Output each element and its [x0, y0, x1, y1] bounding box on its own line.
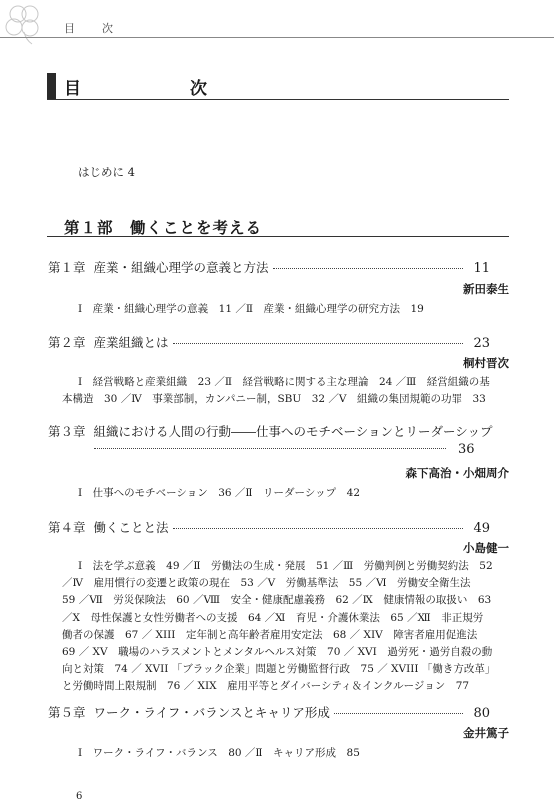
section-list: [62, 374, 514, 408]
toc-entry-chapter-3[interactable]: [48, 422, 518, 440]
leader-dots: [334, 713, 464, 714]
section-line: 69 ／ XV 職場のハラスメントとメンタルヘルス対策 70 ／ XVI 過労死・過労自殺の動: [62, 646, 493, 659]
chapter-page: 80: [473, 706, 490, 721]
leader-dots: [173, 528, 464, 529]
section-line: 働者の保護 67 ／ XIII 定年制と高年齢者雇用安定法 68 ／ XIV 障害者雇用促進法: [62, 628, 478, 641]
chapter-title: 組織における人間の行動――仕事へのモチベーションとリーダーシップ: [93, 424, 493, 439]
chapter-author: 森下高治・小畑周介: [405, 466, 509, 480]
chapter-title: 産業・組織心理学の意義と方法: [93, 260, 269, 275]
toc-entry-chapter-2[interactable]: [48, 333, 490, 351]
chapter-author: 新田泰生: [463, 282, 509, 296]
clover-ornament-icon: [2, 2, 46, 46]
section-line: と労働時間上限規制 76 ／ XIX 雇用平等とダイバーシティ＆インクルージョン 77: [62, 680, 470, 693]
section-line: ／Ⅳ 雇用慣行の変遷と政策の現在 53 ／Ⅴ 労働基準法 55 ／Ⅵ 労働安全衛生法: [62, 577, 471, 590]
title-rule: [47, 99, 509, 100]
chapter-page: 49: [473, 521, 490, 536]
chapter-author: 小島健一: [463, 541, 509, 555]
chapter-number: 第５章: [48, 705, 86, 720]
section-line: 向と対策 74 ／ XVII 「ブラック企業」問題と労働監督行政 75 ／ XVIII 「働き方改革」: [62, 663, 496, 676]
chapter-number: 第３章: [48, 424, 86, 439]
section-line: Ⅰ 法を学ぶ意義 49 ／Ⅱ 労働法の生成・発展 51 ／Ⅲ 労働判例と労働契約法 52: [78, 560, 493, 572]
section-list: Ⅰ ワーク・ライフ・バランス 80 ／Ⅱ キャリア形成 85: [78, 747, 360, 759]
toc-entry-chapter-4[interactable]: [48, 518, 490, 536]
section-line: ／Ⅹ 母性保護と女性労働者への支援 64 ／Ⅺ 育児・介護休業法 65 ／Ⅻ 非正規労: [62, 611, 484, 624]
chapter-page: 36: [458, 442, 475, 457]
chapter-title: 産業組織とは: [93, 335, 169, 350]
section-line: 本構造 30 ／Ⅳ 事業部制，カンパニー制，SBU 32 ／Ⅴ 組織の集団規範の功罪 33: [62, 393, 486, 406]
leader-dots: [173, 343, 464, 344]
part-heading: 第１部 働くことを考える: [64, 218, 263, 237]
part-rule: [47, 236, 509, 237]
page-number: 6: [76, 791, 83, 802]
section-list: Ⅰ 産業・組織心理学の意義 11 ／Ⅱ 産業・組織心理学の研究方法 19: [78, 303, 424, 315]
chapter-page: 23: [473, 336, 490, 351]
chapter-number: 第１章: [48, 260, 86, 275]
chapter-title: ワーク・ライフ・バランスとキャリア形成: [93, 705, 330, 720]
running-header: 目 次: [64, 22, 121, 35]
leader-dots: [273, 268, 464, 269]
chapter-title: 働くことと法: [93, 520, 169, 535]
header-rule: [0, 37, 554, 38]
chapter-author: 桐村晋次: [463, 356, 509, 370]
leader-dots: [94, 448, 446, 449]
chapter-page: 11: [473, 261, 490, 276]
section-list: Ⅰ 仕事へのモチベーション 36 ／Ⅱ リーダーシップ 42: [78, 487, 361, 499]
section-list: [62, 558, 514, 696]
toc-entry-intro[interactable]: はじめに 4: [78, 165, 135, 179]
chapter-author: 金井篤子: [463, 726, 509, 740]
chapter-number: 第４章: [48, 520, 86, 535]
section-line: 59 ／Ⅶ 労災保険法 60 ／Ⅷ 安全・健康配慮義務 62 ／Ⅸ 健康情報の取扱い 63: [62, 594, 492, 607]
toc-entry-chapter-1[interactable]: [48, 258, 490, 276]
title-marker: [47, 73, 56, 99]
section-line: Ⅰ 経営戦略と産業組織 23 ／Ⅱ 経営戦略に関する主な理論 24 ／Ⅲ 経営組織の基: [78, 376, 490, 388]
toc-entry-chapter-5[interactable]: [48, 703, 490, 721]
page-title: 目 次: [64, 79, 253, 99]
chapter-number: 第２章: [48, 335, 86, 350]
